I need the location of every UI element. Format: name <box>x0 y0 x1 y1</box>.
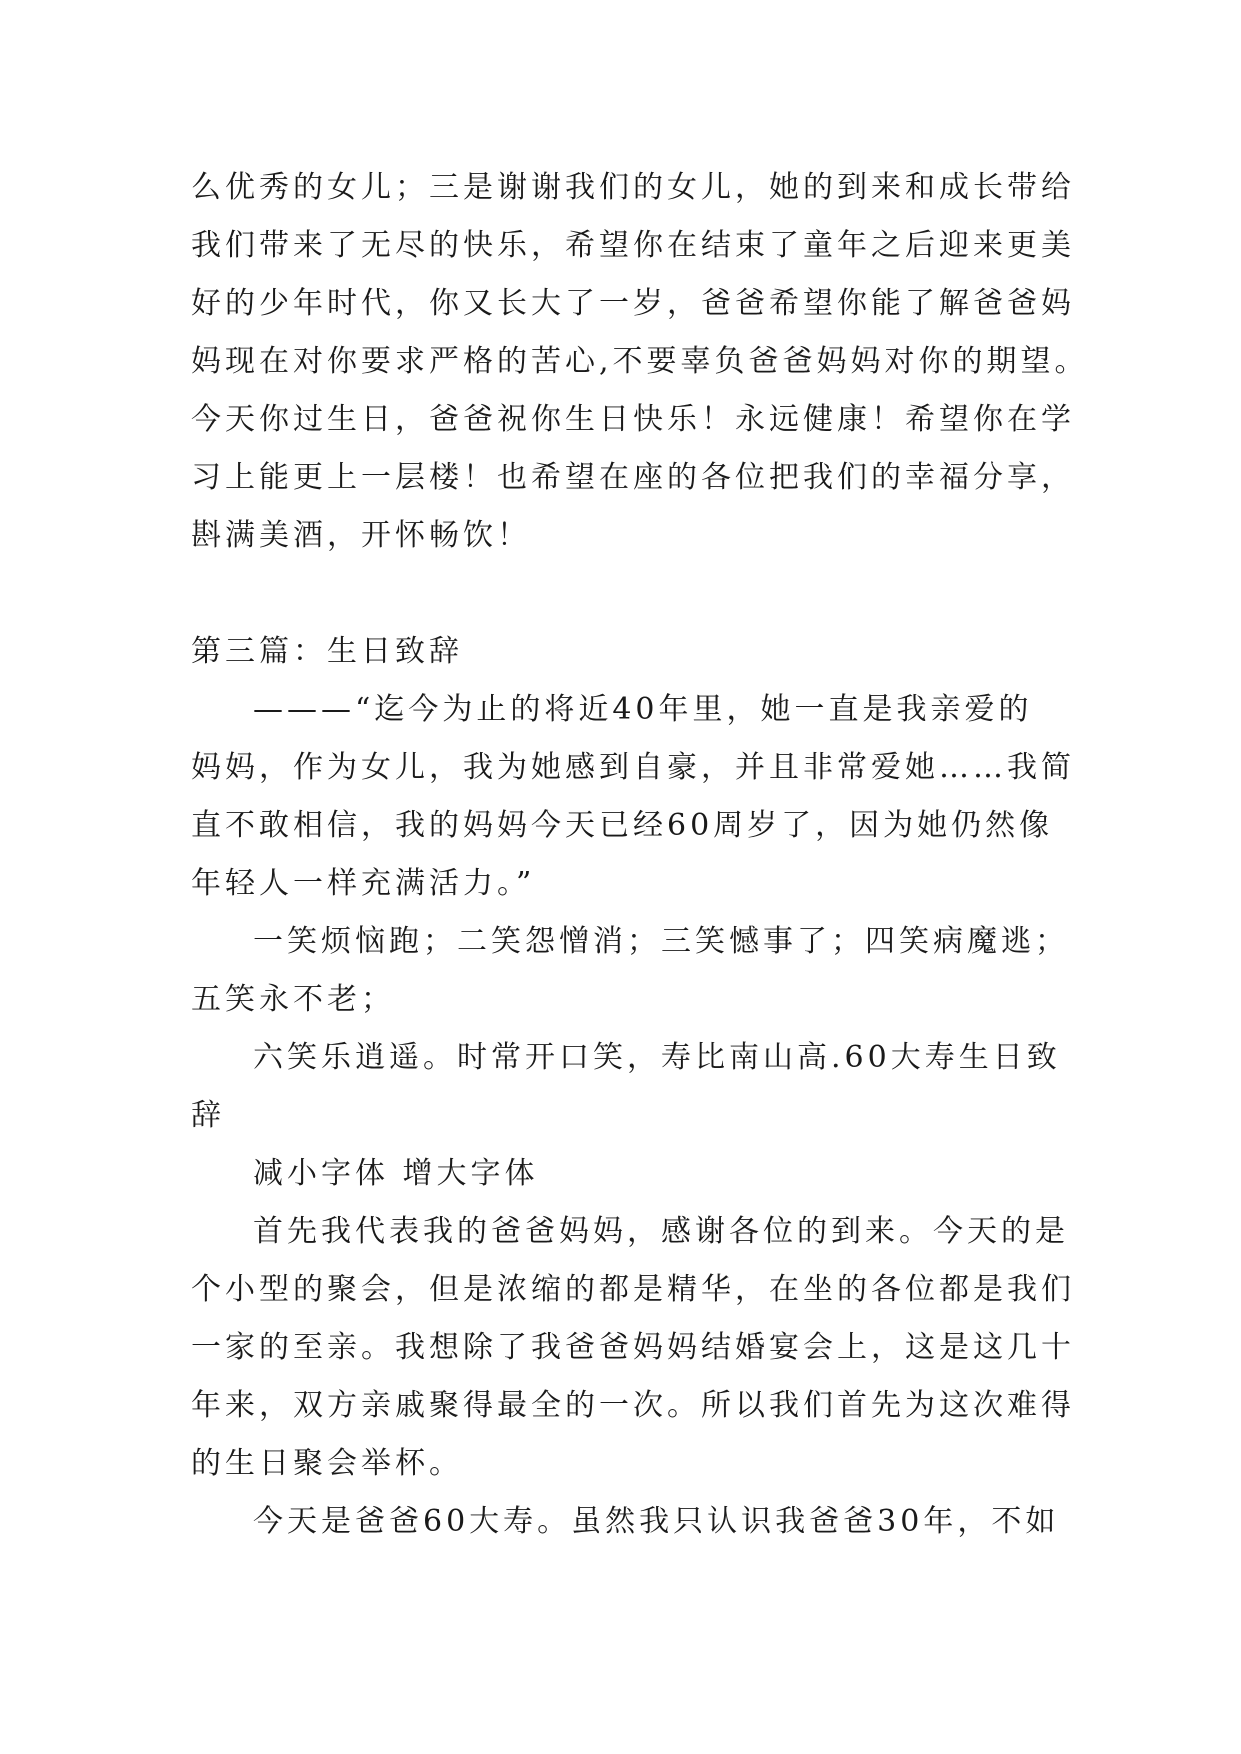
text-line: 今天你过生日，爸爸祝你生日快乐！永远健康！希望你在学 <box>191 402 1075 437</box>
text-line: 妈妈，作为女儿，我为她感到自豪，并且非常爱她……我简 <box>191 750 1075 785</box>
text-line: ———“迄今为止的将近40年里，她一直是我亲爱的 <box>253 692 1033 727</box>
text-line: 的生日聚会举杯。 <box>191 1446 463 1481</box>
text-line: 五笑永不老； <box>191 982 395 1017</box>
text-line: 一笑烦恼跑；二笑怨憎消；三笑憾事了；四笑病魔逃； <box>253 924 1069 959</box>
text-line: 妈现在对你要求严格的苦心,不要辜负爸爸妈妈对你的期望。 <box>191 344 1089 379</box>
text-line: 我们带来了无尽的快乐，希望你在结束了童年之后迎来更美 <box>191 228 1075 263</box>
text-line: 个小型的聚会，但是浓缩的都是精华，在坐的各位都是我们 <box>191 1272 1075 1307</box>
section-heading: 第三篇：生日致辞 <box>191 634 463 669</box>
text-line: 习上能更上一层楼！也希望在座的各位把我们的幸福分享， <box>191 460 1075 495</box>
text-line: 么优秀的女儿；三是谢谢我们的女儿，她的到来和成长带给 <box>191 170 1075 205</box>
text-line: 好的少年时代，你又长大了一岁，爸爸希望你能了解爸爸妈 <box>191 286 1075 321</box>
text-line: 斟满美酒，开怀畅饮！ <box>191 518 531 553</box>
text-line: 六笑乐逍遥。时常开口笑，寿比南山高.60大寿生日致 <box>253 1040 1061 1075</box>
text-line: 今天是爸爸60大寿。虽然我只认识我爸爸30年，不如 <box>253 1504 1060 1539</box>
text-line: 首先我代表我的爸爸妈妈，感谢各位的到来。今天的是 <box>253 1214 1069 1249</box>
text-line: 直不敢相信，我的妈妈今天已经60周岁了，因为她仍然像 <box>191 808 1054 843</box>
text-line: 一家的至亲。我想除了我爸爸妈妈结婚宴会上，这是这几十 <box>191 1330 1075 1365</box>
text-line: 年轻人一样充满活力。” <box>191 866 536 901</box>
font-size-controls: 减小字体 增大字体 <box>253 1156 539 1191</box>
text-line: 年来，双方亲戚聚得最全的一次。所以我们首先为这次难得 <box>191 1388 1075 1423</box>
text-line: 辞 <box>191 1098 225 1133</box>
